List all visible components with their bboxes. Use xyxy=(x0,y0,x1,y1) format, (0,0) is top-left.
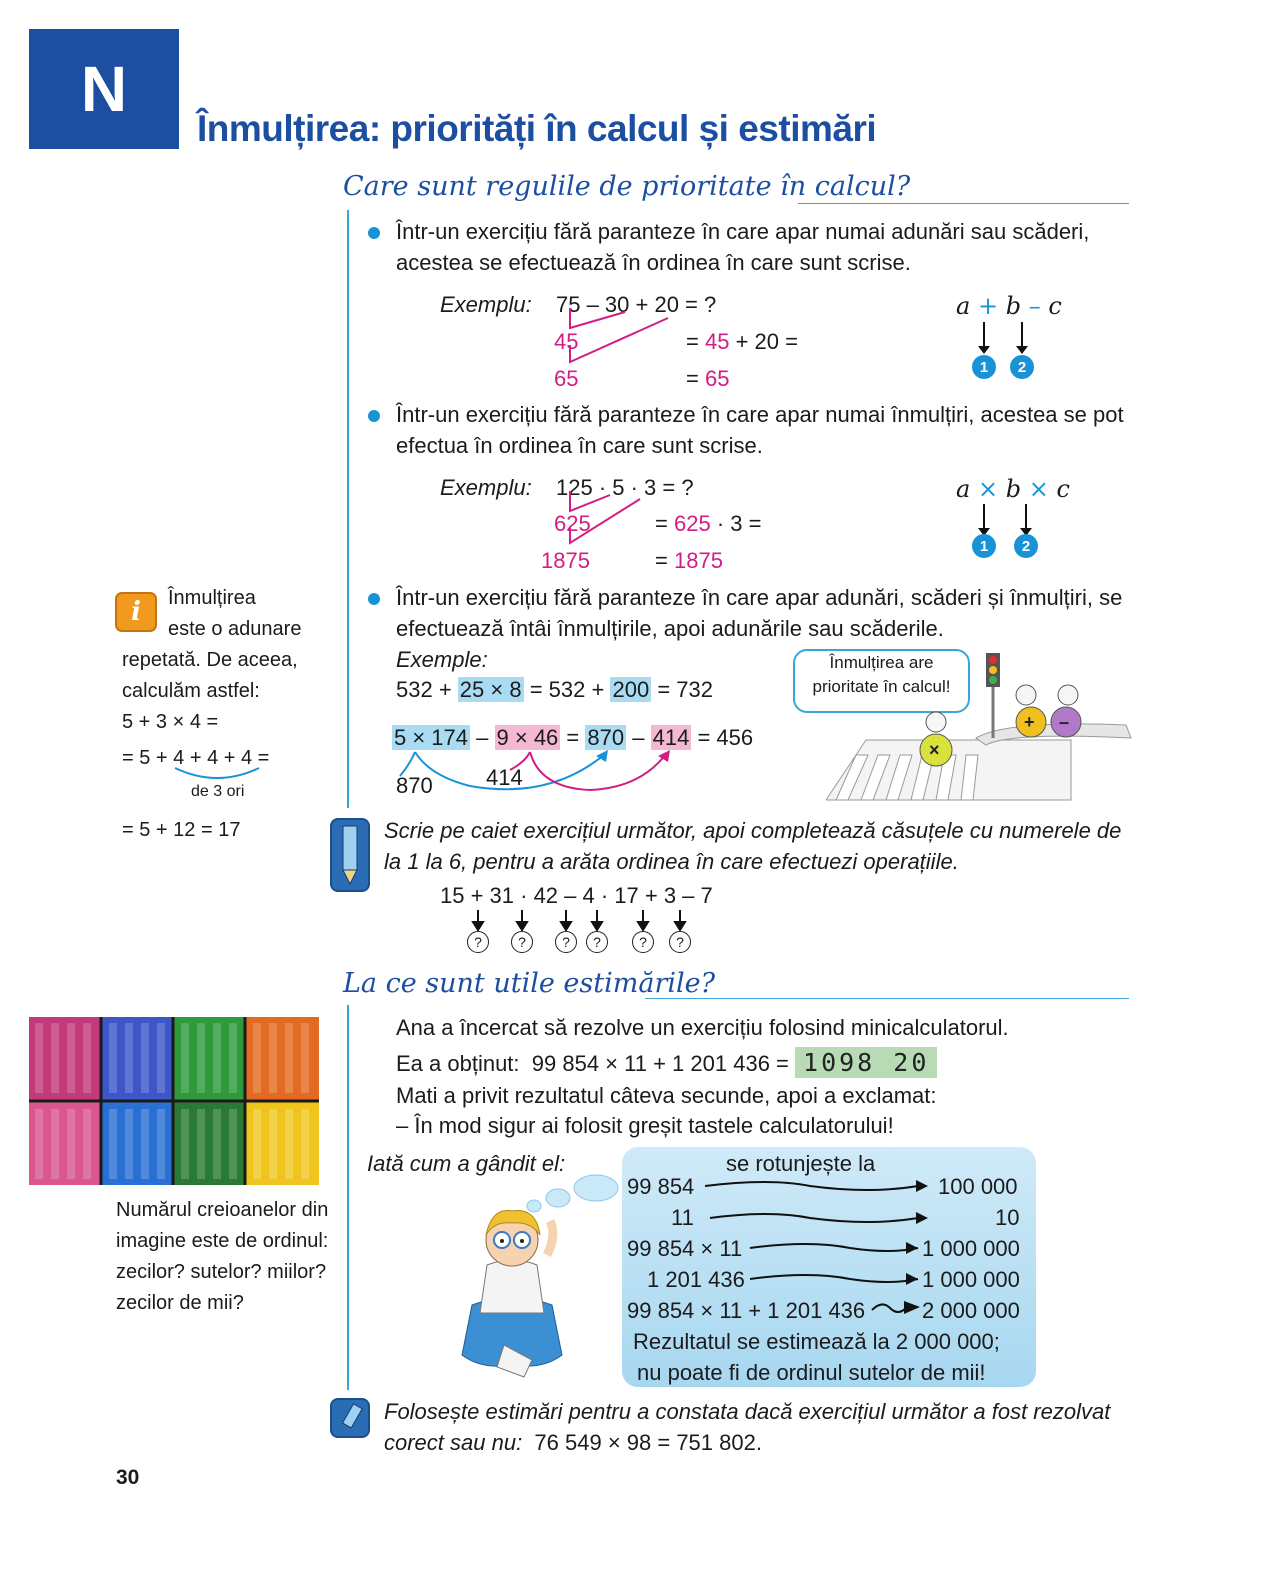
rule2-right2: = 1875 xyxy=(655,548,723,573)
page-title: Înmulțirea: priorități în calcul și estimări xyxy=(197,108,877,149)
sec2-line4: – În mod sigur ai folosit greșit tastele calculatorului! xyxy=(396,1113,894,1138)
rule1-right1: = 45 + 20 = xyxy=(686,329,798,354)
photo-caption4: zecilor de mii? xyxy=(116,1292,244,1314)
rule3-example1: 532 + 25 × 8 = 532 + 200 = 732 xyxy=(396,677,713,702)
sec2-line2: Ea a obținut: 99 854 × 11 + 1 201 436 = 1098 20 xyxy=(396,1047,937,1079)
bullet xyxy=(368,410,380,422)
estimation-left-3: 1 201 436 xyxy=(647,1267,745,1292)
svg-text:+: + xyxy=(1024,712,1035,732)
section-line xyxy=(645,998,1129,999)
rule1-step1: 45 xyxy=(554,329,579,354)
rule1-text: Într-un exercițiu fără paranteze în care apar numai adunări sau scăderi, acestea se efectuează în ordinea în care sunt scrise. xyxy=(396,219,1090,275)
info-calc-note: de 3 ori xyxy=(191,783,245,800)
order-box: ? xyxy=(555,931,577,953)
chapter-letter-box xyxy=(29,29,179,149)
rule2-step1: 625 xyxy=(554,511,591,536)
crayons-photo xyxy=(29,1017,319,1185)
estimation-left-0: 99 854 xyxy=(627,1174,695,1199)
rule3-arrows xyxy=(390,748,690,800)
info-calc1: 5 + 3 × 4 = xyxy=(122,711,219,733)
section-vertical-line xyxy=(347,1005,349,1390)
order-box: ? xyxy=(511,931,533,953)
info-line3: repetată. De aceea, xyxy=(122,649,298,671)
info-calc2: = 5 + 4 + 4 + 4 = xyxy=(122,747,270,769)
section-vertical-line xyxy=(347,210,349,808)
pencil-icon xyxy=(332,1400,368,1436)
rule3-examples-label: Exemple: xyxy=(396,647,488,672)
estimation-left-1: 11 xyxy=(671,1205,694,1230)
rule1-step2: 65 xyxy=(554,366,579,391)
section-heading-estimates: La ce sunt utile estimările? xyxy=(343,968,716,999)
estimation-header: se rotunjește la xyxy=(726,1151,876,1176)
rule2-arrows xyxy=(970,502,1040,538)
order-badge-2: 2 xyxy=(1014,534,1038,558)
estimation-right-4: 2 000 000 xyxy=(922,1298,1020,1323)
rule1-right2: = 65 xyxy=(686,366,730,391)
order-badge-2: 2 xyxy=(1010,355,1034,379)
chapter-letter: N xyxy=(80,53,128,125)
estimation-conclusion2: nu poate fi de ordinul sutelor de mii! xyxy=(637,1360,986,1385)
rule2-right1: = 625 · 3 = xyxy=(655,511,762,536)
rule2-formula: a × b × c xyxy=(956,475,1070,503)
task1-text: Scrie pe caiet exercițiul următor, apoi completează căsuțele cu numerele de la 1 la 6, pentru a arăta ordinea în care efectuezi operațiile. xyxy=(384,818,1122,874)
order-badge-1: 1 xyxy=(972,355,996,379)
svg-text:–: – xyxy=(1059,712,1070,732)
rule1-formula: a + b – c xyxy=(956,292,1062,320)
estimation-right-3: 1 000 000 xyxy=(922,1267,1020,1292)
task1-arrows xyxy=(466,908,696,932)
photo-caption2: imagine este de ordinul: xyxy=(116,1230,329,1252)
section-line xyxy=(798,203,1129,204)
estimation-right-0: 100 000 xyxy=(938,1174,1018,1199)
calculator-display: 1098 20 xyxy=(795,1047,937,1078)
info-line1: Înmulțirea xyxy=(168,587,256,609)
photo-caption3: zecilor? sutelor? miilor? xyxy=(116,1261,327,1283)
order-box: ? xyxy=(467,931,489,953)
rule2-step2: 1875 xyxy=(541,548,590,573)
pencil-task-icon xyxy=(330,818,370,892)
task2-line1: Folosește estimări pentru a constata dacă exercițiul următor a fost rezolvat xyxy=(384,1399,1111,1424)
task2-line2: corect sau nu: 76 549 × 98 = 751 802. xyxy=(384,1430,762,1455)
page-number: 30 xyxy=(116,1466,140,1489)
rule1-example-label: Exemplu: xyxy=(440,292,532,317)
rule2-line1: 125 · 5 · 3 = ? xyxy=(556,475,694,500)
rule2-example-label: Exemplu: xyxy=(440,475,532,500)
estimation-right-2: 1 000 000 xyxy=(922,1236,1020,1261)
estimation-arrows xyxy=(690,1176,930,1326)
order-box: ? xyxy=(586,931,608,953)
rule3-example2: 5 × 174 – 9 × 46 = 870 – 414 = 456 xyxy=(394,725,754,750)
svg-text:×: × xyxy=(929,740,940,760)
rule2-text: Într-un exercițiu fără paranteze în care apar numai înmulțiri, acestea se pot efectua în ordinea în care sunt scrise. xyxy=(396,402,1124,458)
rule2-connector-lines xyxy=(550,483,650,553)
rule3-under-414: 414 xyxy=(486,765,523,790)
photo-caption1: Numărul creioanelor din xyxy=(116,1199,329,1221)
brace-curve xyxy=(172,766,262,782)
rule1-line1: 75 – 30 + 20 = ? xyxy=(556,292,717,317)
bullet xyxy=(368,593,380,605)
estimation-left-2: 99 854 × 11 xyxy=(627,1236,743,1261)
order-badge-1: 1 xyxy=(972,534,996,558)
info-icon: i xyxy=(115,592,157,632)
thought-label: Iată cum a gândit el: xyxy=(367,1151,566,1176)
bullet xyxy=(368,227,380,239)
speech-bubble: Înmulțirea are prioritate în calcul! xyxy=(793,649,970,713)
sec2-line1: Ana a încercat să rezolve un exercițiu folosind minicalculatorul. xyxy=(396,1015,1009,1040)
crosswalk-illustration xyxy=(826,650,1136,805)
estimation-right-1: 10 xyxy=(995,1205,1020,1230)
info-line4: calculăm astfel: xyxy=(122,680,260,702)
pencil-task-icon xyxy=(330,1398,370,1438)
rule3-text: Într-un exercițiu fără paranteze în care apar adunări, scăderi și înmulțiri, se efectuează întâi înmulțirile, apoi adunările sau scăderile. xyxy=(396,585,1123,641)
rule1-connector-lines xyxy=(550,300,680,370)
rule3-under-870: 870 xyxy=(396,773,433,798)
estimation-conclusion1: Rezultatul se estimează la 2 000 000; xyxy=(633,1329,1000,1354)
thinking-boy-illustration xyxy=(452,1195,582,1385)
rule1-arrows xyxy=(970,320,1040,356)
section-heading-priority: Care sunt regulile de prioritate în calcul? xyxy=(343,171,911,202)
estimation-left-4: 99 854 × 11 + 1 201 436 xyxy=(627,1298,866,1323)
task1-expression: 15 + 31 · 42 – 4 · 17 + 3 – 7 xyxy=(440,883,713,908)
pencil-icon xyxy=(332,820,368,890)
order-box: ? xyxy=(669,931,691,953)
info-line2: este o adunare xyxy=(168,618,302,640)
sec2-line3: Mati a privit rezultatul câteva secunde, apoi a exclamat: xyxy=(396,1083,937,1108)
info-calc3: = 5 + 12 = 17 xyxy=(122,819,241,841)
order-box: ? xyxy=(632,931,654,953)
